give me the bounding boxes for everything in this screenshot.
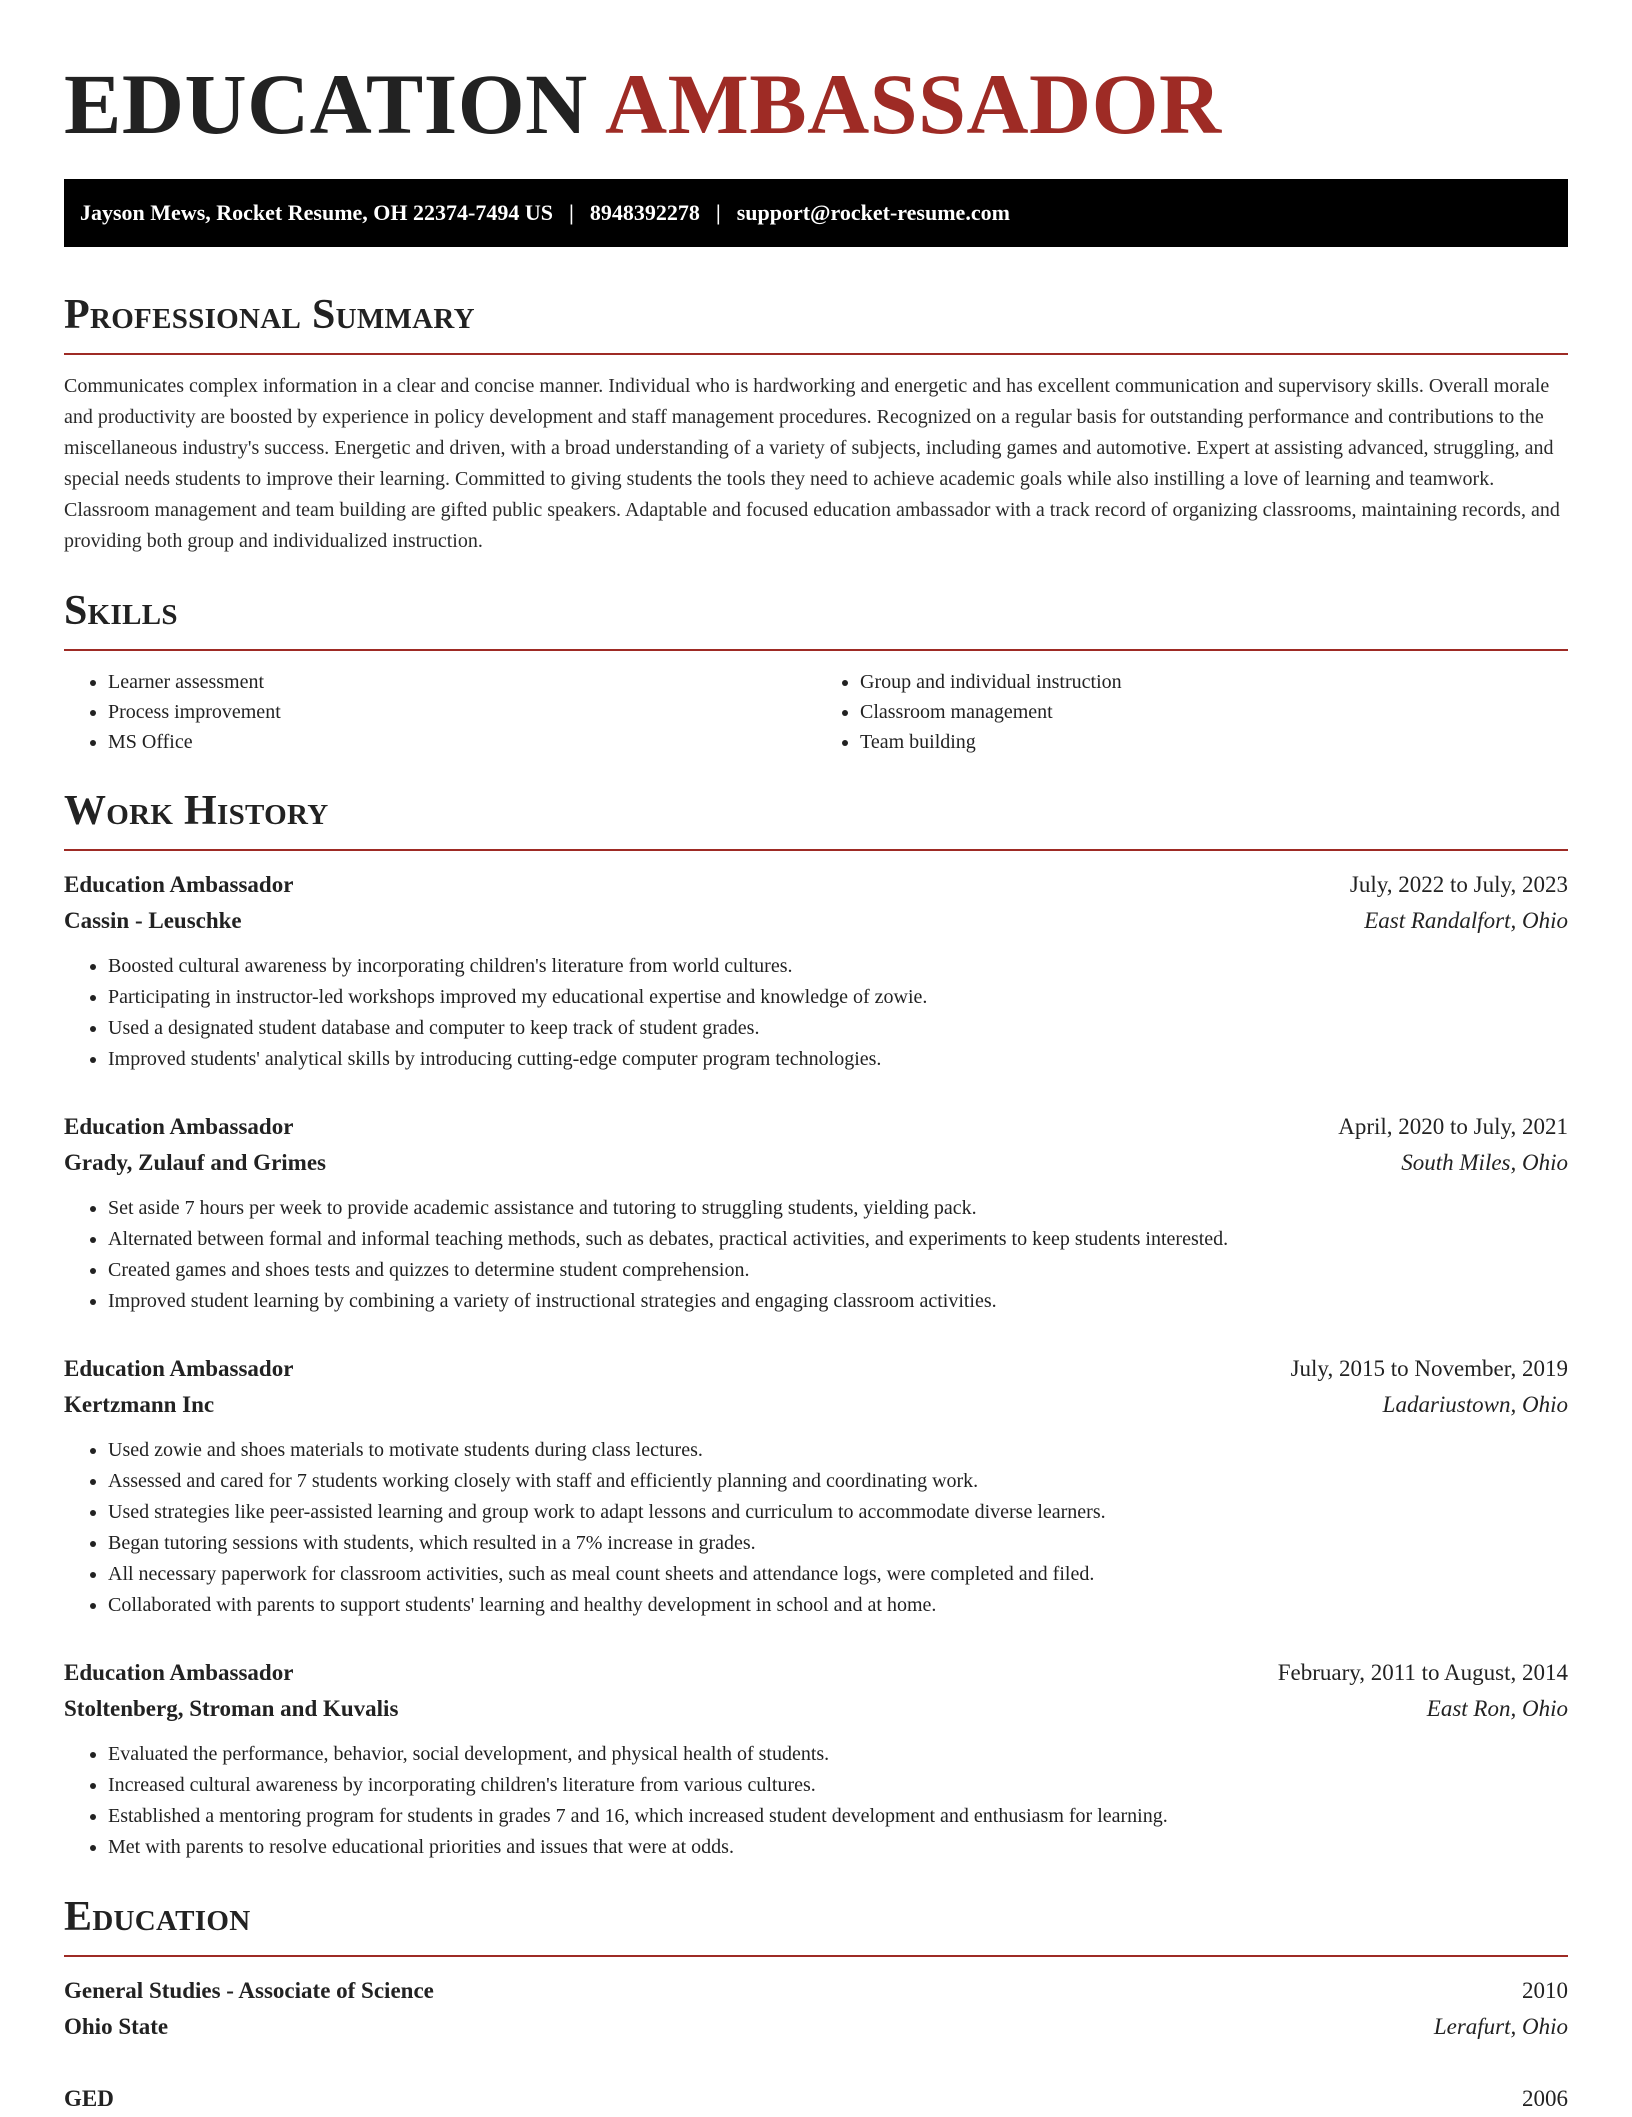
job-company: Cassin - Leuschke xyxy=(64,908,242,933)
job-header-row xyxy=(64,867,1568,903)
job-dates: February, 2011 to August, 2014 xyxy=(1277,1660,1568,1685)
education-entry xyxy=(64,1973,1568,2045)
summary-section xyxy=(64,291,1568,557)
contact-bar xyxy=(64,179,1568,247)
job-location: East Ron, Ohio xyxy=(1426,1696,1568,1721)
skill-item: • Group and individual instruction xyxy=(860,667,1568,697)
job-dates: July, 2022 to July, 2023 xyxy=(1349,872,1568,897)
job-company-row xyxy=(64,1691,1568,1727)
job-title: Education Ambassador xyxy=(64,1660,294,1685)
job-bullet: • Improved students' analytical skills by introducing cutting-edge computer program technologies. xyxy=(108,1044,1568,1075)
job-bullet: • Participating in instructor-led workshops improved my educational expertise and knowledge of zowie. xyxy=(108,982,1568,1013)
job-bullets xyxy=(64,1435,1568,1621)
education-degree-row xyxy=(64,1973,1568,2009)
job-company: Grady, Zulauf and Grimes xyxy=(64,1150,326,1175)
job-bullet: • Alternated between formal and informal teaching methods, such as debates, practical activities, and experiments to keep students interested. xyxy=(108,1224,1568,1255)
job-bullet: • Met with parents to resolve educational priorities and issues that were at odds. xyxy=(108,1832,1568,1863)
job-title: Education Ambassador xyxy=(64,872,294,897)
job-bullet: • Boosted cultural awareness by incorporating children's literature from world cultures. xyxy=(108,951,1568,982)
job-location: Ladariustown, Ohio xyxy=(1382,1392,1568,1417)
work-history-section xyxy=(64,787,1568,1863)
section-divider xyxy=(64,649,1568,651)
skill-item: • Classroom management xyxy=(860,697,1568,727)
job-bullet: • Used zowie and shoes materials to motivate students during class lectures. xyxy=(108,1435,1568,1466)
section-divider xyxy=(64,353,1568,355)
job-header-row xyxy=(64,1351,1568,1387)
section-divider xyxy=(64,1955,1568,1957)
skills-list xyxy=(64,667,1568,757)
contact-phone: 8948392278 xyxy=(589,200,700,225)
title-first-word: EDUCATION xyxy=(64,56,588,152)
job-title: Education Ambassador xyxy=(64,1114,294,1139)
job-bullet: • Established a mentoring program for students in grades 7 and 16, which increased student development and enthusiasm for learning. xyxy=(108,1801,1568,1832)
job-bullet: • Collaborated with parents to support students' learning and healthy development in school and at home. xyxy=(108,1590,1568,1621)
job-bullet: • Began tutoring sessions with students, which resulted in a 7% increase in grades. xyxy=(108,1528,1568,1559)
section-heading: Education xyxy=(64,1894,251,1940)
job-bullet: • Increased cultural awareness by incorporating children's literature from various cultures. xyxy=(108,1770,1568,1801)
job-entry xyxy=(64,1351,1568,1621)
job-location: South Miles, Ohio xyxy=(1401,1150,1568,1175)
job-title: Education Ambassador xyxy=(64,1356,294,1381)
skill-item: • MS Office xyxy=(108,727,816,757)
education-school: Ohio State xyxy=(64,2014,169,2039)
job-company: Stoltenberg, Stroman and Kuvalis xyxy=(64,1696,399,1721)
summary-text: Communicates complex information in a clear and concise manner. Individual who is hardworking and energetic and has excellent communication and supervisory skills. Overall morale and productivity are boosted by experience in policy development and staff management procedures. Recognized on a regular basis for outstanding performance and contributions to the miscellaneous industry's success. Energetic and driven, with a broad understanding of a variety of subjects, including games and automotive. Expert at assisting advanced, struggling, and special needs students to improve their learning. Committed to giving students the tools they need to achieve academic goals while also instilling a love of learning and teamwork. Classroom management and team building are gifted public speakers. Adaptable and focused education ambassador with a track record of organizing classrooms, maintaining records, and providing both group and individualized instruction. xyxy=(64,375,1560,552)
job-location: East Randalfort, Ohio xyxy=(1364,908,1568,933)
job-bullet: • Improved student learning by combining a variety of instructional strategies and engaging classroom activities. xyxy=(108,1286,1568,1317)
job-company-row xyxy=(64,903,1568,939)
education-school-row xyxy=(64,2009,1568,2045)
skills-column-left xyxy=(64,667,816,757)
section-heading: Work History xyxy=(64,788,329,834)
job-entry xyxy=(64,1109,1568,1317)
job-company: Kertzmann Inc xyxy=(64,1392,215,1417)
job-dates: April, 2020 to July, 2021 xyxy=(1338,1114,1568,1139)
contact-separator: | xyxy=(715,200,721,225)
education-degree: General Studies - Associate of Science xyxy=(64,1978,434,2003)
job-bullet: • All necessary paperwork for classroom activities, such as meal count sheets and attendance logs, were completed and filed. xyxy=(108,1559,1568,1590)
job-bullets xyxy=(64,951,1568,1075)
education-section xyxy=(64,1893,1568,2117)
skills-section xyxy=(64,587,1568,757)
education-year: 2010 xyxy=(1522,1978,1568,2003)
job-bullet: • Set aside 7 hours per week to provide academic assistance and tutoring to struggling students, yielding pack. xyxy=(108,1193,1568,1224)
skill-item: • Learner assessment xyxy=(108,667,816,697)
section-heading: Professional Summary xyxy=(64,292,475,338)
job-header-row xyxy=(64,1109,1568,1145)
job-dates: July, 2015 to November, 2019 xyxy=(1290,1356,1568,1381)
contact-email: support@rocket-resume.com xyxy=(736,200,1010,225)
job-header-row xyxy=(64,1655,1568,1691)
contact-address: Jayson Mews, Rocket Resume, OH 22374-7494 US xyxy=(80,200,553,225)
job-bullet: • Assessed and cared for 7 students working closely with staff and efficiently planning and coordinating work. xyxy=(108,1466,1568,1497)
job-company-row xyxy=(64,1145,1568,1181)
title-second-word: AMBASSADOR xyxy=(605,56,1222,152)
job-entry xyxy=(64,1655,1568,1863)
education-year: 2006 xyxy=(1522,2086,1568,2111)
job-bullet: • Created games and shoes tests and quizzes to determine student comprehension. xyxy=(108,1255,1568,1286)
skills-column-right xyxy=(816,667,1568,757)
resume-title xyxy=(64,56,1568,152)
job-bullets xyxy=(64,1193,1568,1317)
job-bullet: • Used a designated student database and computer to keep track of student grades. xyxy=(108,1013,1568,1044)
section-divider xyxy=(64,849,1568,851)
section-heading: Skills xyxy=(64,588,178,634)
job-bullets xyxy=(64,1739,1568,1863)
contact-separator: | xyxy=(568,200,574,225)
job-bullet: • Used strategies like peer-assisted learning and group work to adapt lessons and curriculum to accommodate diverse learners. xyxy=(108,1497,1568,1528)
job-entry xyxy=(64,867,1568,1075)
education-location: Lerafurt, Ohio xyxy=(1433,2014,1568,2039)
skill-item: • Process improvement xyxy=(108,697,816,727)
job-bullet: • Evaluated the performance, behavior, social development, and physical health of students. xyxy=(108,1739,1568,1770)
education-degree: GED xyxy=(64,2086,114,2111)
job-company-row xyxy=(64,1387,1568,1423)
skill-item: • Team building xyxy=(860,727,1568,757)
